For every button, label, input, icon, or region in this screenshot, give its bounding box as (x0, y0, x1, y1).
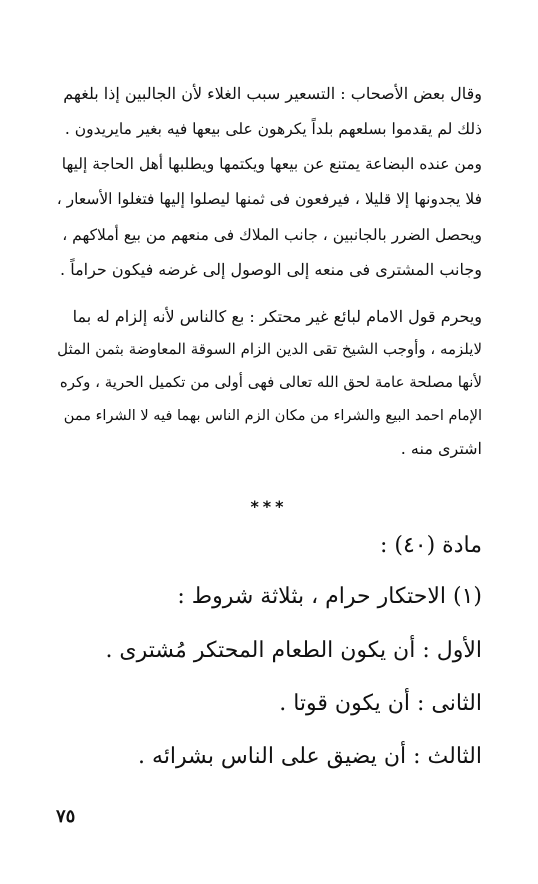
paragraph-2-line-4: الإمام احمد البيع والشراء من مكان الزم الناس بهما فيه لا الشراء ممن (63, 408, 482, 424)
paragraph-2-line-2: لايلزمه ، وأوجب الشيخ تقى الدين الزام السوقة المعاوضة بثمن المثل (57, 340, 482, 358)
paragraph-2-line-1: ويحرم قول الامام لبائع غير محتكر : بع كالناس لأنه إلزام له بما (72, 307, 482, 326)
condition-first: الأول : أن يكون الطعام المحتكر مُشترى . (105, 638, 482, 663)
paragraph-1-line-6: وجانب المشترى فى منعه إلى الوصول إلى غرضه فيكون حراماً . (60, 260, 482, 279)
paragraph-2-line-3: لأنها مصلحة عامة لحق الله تعالى فهى أولى من تكميل الحرية ، وكره (59, 373, 482, 391)
paragraph-1-line-2: ذلك لم يقدموا بسلعهم بلداً يكرهون على بيعها فيه بغير مايريدون . (64, 120, 482, 138)
paragraph-1-line-4: فلا يجدونها إلا قليلا ، فيرفعون فى ثمنها ليصلوا إليها فتغلوا الأسعار ، (56, 190, 482, 208)
section-separator: *** (250, 497, 288, 516)
paragraph-1-line-5: ويحصل الضرر بالجانبين ، جانب الملاك فى منعهم من بيع أملاكهم ، (62, 226, 482, 244)
condition-second: الثانى : أن يكون قوتا . (279, 691, 482, 716)
article-heading: مادة (٤٠) : (379, 533, 482, 558)
paragraph-1-line-3: ومن عنده البضاعة يمتنع عن بيعها ويكتمها ويطلبها أهل الحاجة إليها (61, 155, 482, 173)
page-number: ٧٥ (56, 806, 76, 827)
article-clause: (١) الاحتكار حرام ، بثلاثة شروط : (177, 584, 482, 609)
paragraph-1-line-1: وقال بعض الأصحاب : التسعير سبب الغلاء لأن الجالبين إذا بلغهم (63, 84, 482, 103)
condition-third: الثالث : أن يضيق على الناس بشرائه . (138, 744, 482, 769)
paragraph-2-line-5: اشترى منه . (400, 439, 482, 458)
